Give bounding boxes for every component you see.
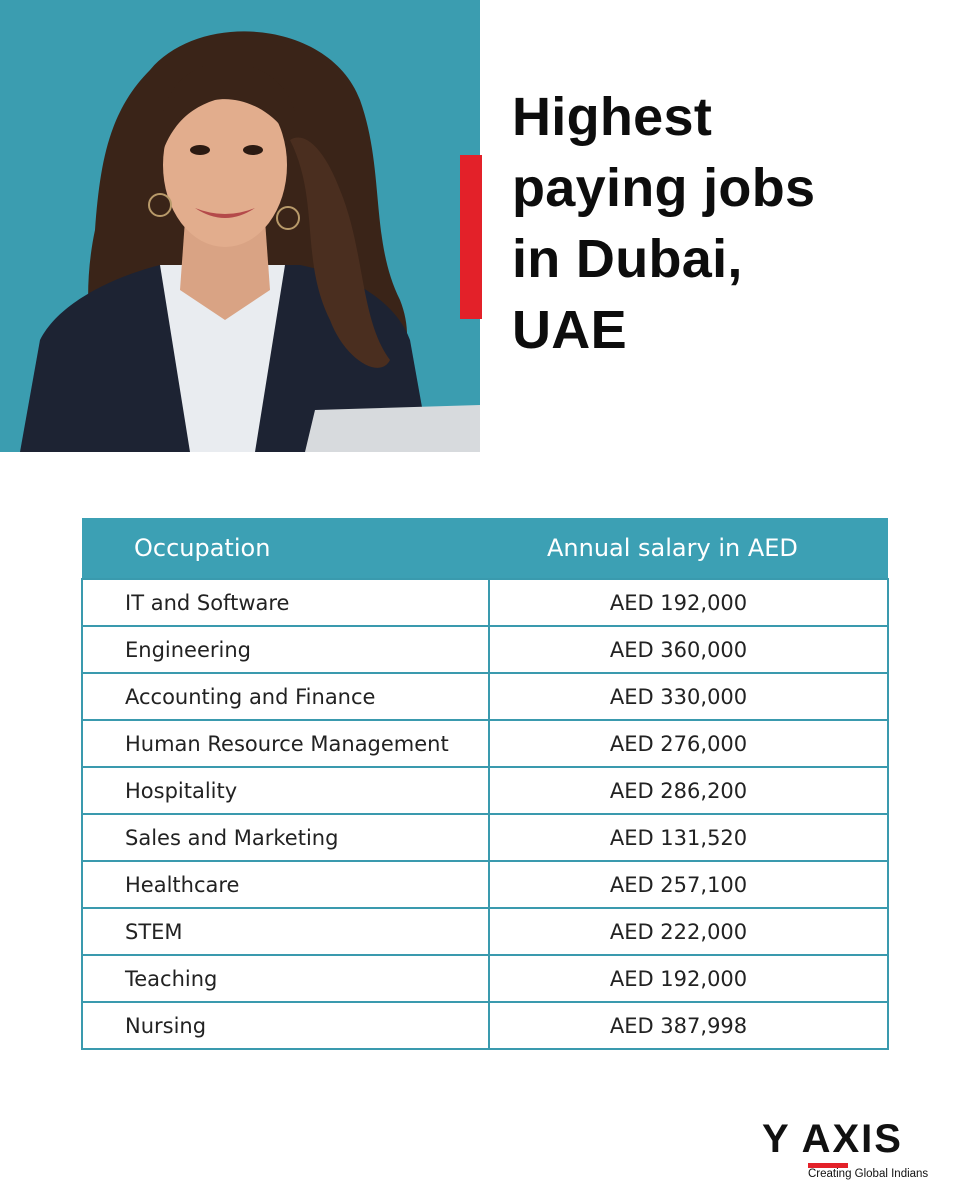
table-row [82,673,888,720]
page-title [512,82,942,366]
table-row [82,626,888,673]
salary-table [81,518,889,1050]
salary-cell: AED 192,000 [489,955,888,1002]
logo-tagline: Creating Global Indians [808,1168,929,1180]
occupation-cell: IT and Software [82,579,489,626]
salary-cell: AED 131,520 [489,814,888,861]
table-row [82,579,888,626]
occupation-cell: STEM [82,908,489,955]
title-line-1: Highest [512,87,713,147]
hero-photo [0,0,480,452]
salary-cell: AED 276,000 [489,720,888,767]
occupation-cell: Human Resource Management [82,720,489,767]
table-header-row [82,518,888,579]
salary-cell: AED 257,100 [489,861,888,908]
table-row [82,908,888,955]
accent-bar [460,155,482,319]
table-row [82,955,888,1002]
occupation-cell: Sales and Marketing [82,814,489,861]
salary-cell: AED 360,000 [489,626,888,673]
occupation-cell: Accounting and Finance [82,673,489,720]
header-occupation: Occupation [82,518,489,579]
occupation-cell: Healthcare [82,861,489,908]
businesswoman-illustration [0,0,480,452]
salary-cell: AED 387,998 [489,1002,888,1049]
table-row [82,767,888,814]
table-row [82,814,888,861]
title-line-2: paying jobs [512,158,816,218]
table-row [82,1002,888,1049]
title-line-4: UAE [512,300,627,360]
salary-cell: AED 192,000 [489,579,888,626]
salary-cell: AED 286,200 [489,767,888,814]
logo-wordmark: Y AXIS [762,1117,903,1161]
title-line-3: in Dubai, [512,229,743,289]
occupation-cell: Hospitality [82,767,489,814]
occupation-cell: Teaching [82,955,489,1002]
table-row [82,861,888,908]
salary-cell: AED 330,000 [489,673,888,720]
brand-logo [760,1116,945,1186]
table-row [82,720,888,767]
occupation-cell: Nursing [82,1002,489,1049]
salary-cell: AED 222,000 [489,908,888,955]
occupation-cell: Engineering [82,626,489,673]
header-salary: Annual salary in AED [489,518,888,579]
